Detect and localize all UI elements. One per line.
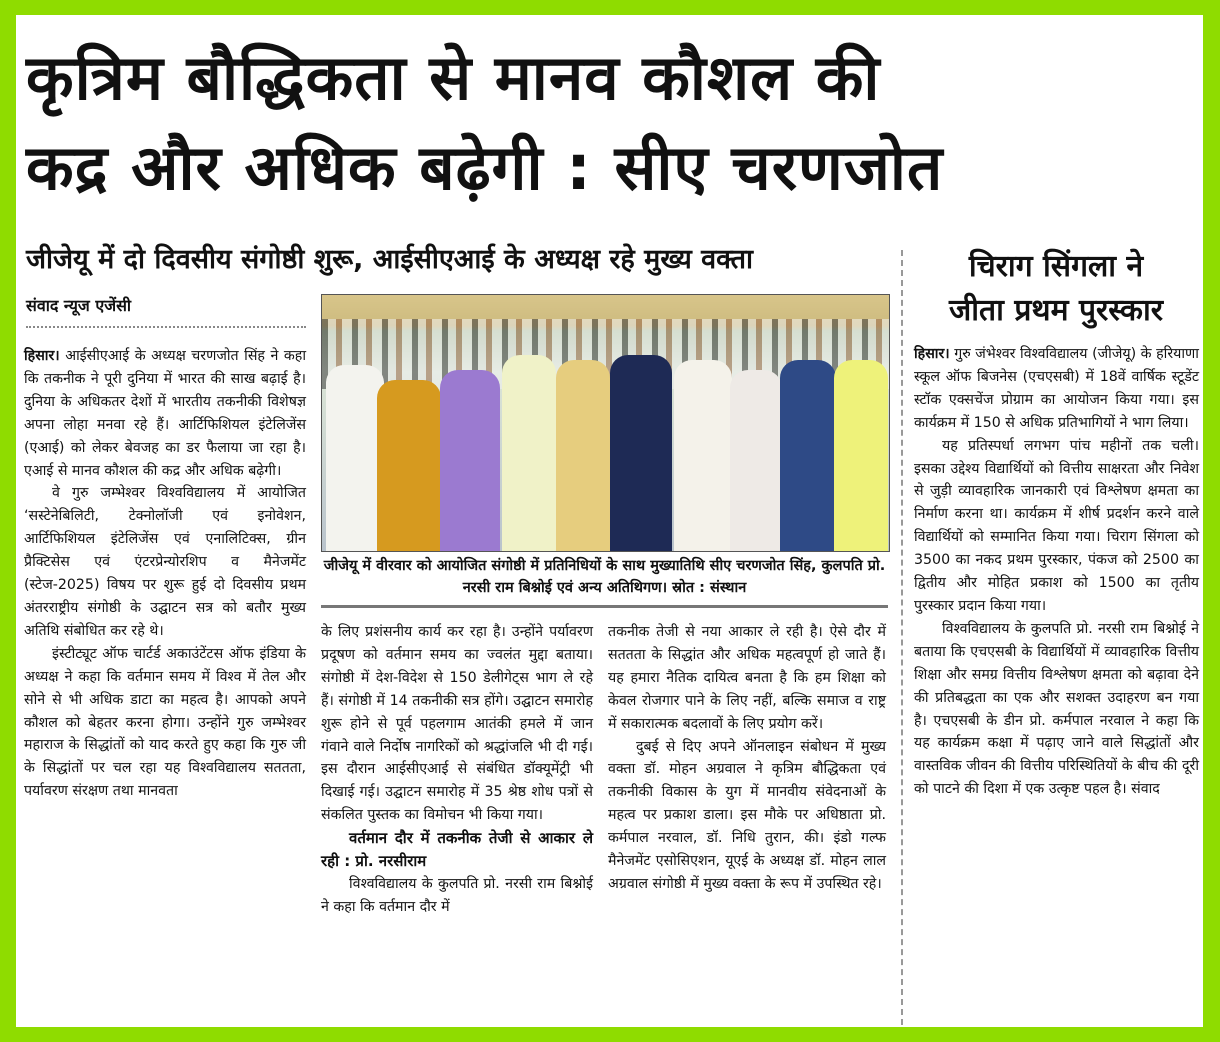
headline-line-2: कद्र और अधिक बढ़ेगी : सीए चरणजोत [26,131,944,204]
person-figure [440,370,500,552]
group-photo [321,294,890,552]
article-paragraph: तकनीक तेजी से नया आकार ले रही है। ऐसे दौर में सततता के सिद्धांत और अधिक महत्वपूर्ण हो जाते हैं। यह हमारा नैतिक दायित्व बनता है कि हम शिक्षा को केवल रोजगार पाने के लिए नहीं, बल्कि समाज व राष्ट्र में सकारात्मक बदलावों के लिए प्रयोग करें। [608,624,886,732]
article-paragraph: विश्वविद्यालय के कुलपति प्रो. नरसी राम बिश्नोई ने कहा कि वर्तमान दौर में [321,875,593,915]
person-figure [834,360,888,552]
article-paragraph: हिसार। आईसीएआई के अध्यक्ष चरणजोत सिंह ने कहा कि तकनीक ने पूरी दुनिया में भारत की साख बढ़ाई है। दुनिया के अधिकतर देशों में भारतीय तकनीकी विशेषज्ञ अपना लोहा मनवा रहे हैं। आर्टिफिशियल इंटेलिजेंस (एआई) को लेकर बेवजह का डर फैलाया जा रहा है। एआई से मानव कौशल की कद्र और अधिक बढ़ेगी। [24,348,306,479]
column-divider [901,250,903,1025]
person-figure [502,355,556,552]
photo-caption: जीजेयू में वीरवार को आयोजित संगोष्ठी में प्रतिनिधियों के साथ मुख्यातिथि सीए चरणजोत सिंह, कुलपति प्रो. नरसी राम बिश्नोई एवं अन्य अतिथिगण। स्रोत : संस्थान [321,555,888,608]
article-paragraph: विश्वविद्यालय के कुलपति प्रो. नरसी राम बिश्नोई ने बताया कि एचएसबी के विद्यार्थियों में व्यावहारिक वित्तीय शिक्षा और समग्र वित्तीय विश्लेषण क्षमता को बढ़ावा देने की प्रतिबद्धता का एक और सशक्त उदाहरण बन गया है। एचएसबी के डीन प्रो. कर्मपाल नरवाल ने कहा कि यह कार्यक्रम कक्षा में पढ़ाए जाने वाले सिद्धांतों और वास्तविक जीवन की वित्तीय परिस्थितियों के बीच की दूरी को पाटने की दिशा में एक उत्कृष्ट पहल है। संवाद [914,620,1199,798]
person-figure [674,360,732,552]
side-article-headline: चिराग सिंगला ने जीता प्रथम पुरस्कार [948,249,1164,328]
article-paragraph: इंस्टीट्यूट ऑफ चार्टर्ड अकाउंटेंटस ऑफ इंडिया के अध्यक्ष ने कहा कि वर्तमान समय में विश्व में तेल और सोने से भी अधिक डाटा का महत्व है। आपको अपने कौशल को बेहतर करना होगा। उन्होंने गुरु जम्भेश्वर महाराज के सिद्धांतों को याद करते हुए कहा कि गुरु जी के सिद्धांतों पर चल रहा यह विश्वविद्यालय सततता, पर्यावरण संरक्षण तथा मानवता [24,645,306,800]
main-headline [26,33,1196,213]
article-subheading: वर्तमान दौर में तकनीक तेजी से आकार ले रही : प्रो. नरसीराम [321,829,593,871]
side-article-column [914,343,1199,801]
dateline: हिसार। [24,348,60,364]
article-paragraph: दुबई से दिए अपने ऑनलाइन संबोधन में मुख्य वक्ता डॉ. मोहन अग्रवाल ने कृत्रिम बौद्धिकता एवं तकनीकी विकास के युग में मानवीय संवेदनाओं के महत्व पर प्रकाश डाला। इस मौके पर अधिष्ठाता प्रो. कर्मपाल नरवाल, डॉ. निधि तुरान, की। इंडो गल्फ मैनेजमेंट एसोसिएशन, यूएई के अध्यक्ष डॉ. मोहन लाल अग्रवाल संगोष्ठी में मुख्य वक्ता के रूप में उपस्थित रहे। [608,738,886,892]
article-paragraph: हिसार। गुरु जंभेश्वर विश्वविद्यालय (जीजेयू) के हरियाणा स्कूल ऑफ बिजनेस (एचएसबी) में 18वें वार्षिक स्टूडेंट स्टॉक एक्सचेंज प्रोग्राम का आयोजन किया गया। इस कार्यक्रम में 150 से अधिक प्रतिभागियों ने भाग लिया। [914,346,1199,431]
article-paragraph: वे गुरु जम्भेश्वर विश्वविद्यालय में आयोजित ‘सस्टेनेबिलिटी, टेक्नोलॉजी एवं इनोवेशन, आर्टिफिशियल इंटेलिजेंस एवं एनालिटिक्स, ग्रीन प्रैक्टिसेस एवं एंटरप्रेन्योरशिप व मैनेजमेंट (स्टेज-2025) विषय पर शुरू हुई दो दिवसीय प्रथम अंतरराष्ट्रीय संगोष्ठी के उद्घाटन सत्र को बतौर मुख्य अतिथि संबोधित कर रहे थे। [24,485,306,639]
person-figure [326,365,384,552]
person-figure [610,355,672,552]
article-paragraph: के लिए प्रशंसनीय कार्य कर रहा है। उन्होंने पर्यावरण प्रदूषण को वर्तमान समय का ज्वलंत मुद्दा बताया। संगोष्ठी में देश-विदेश से 150 डेलीगेट्स भाग ले रहे हैं। संगोष्ठी में 14 तकनीकी सत्र होंगे। उद्घाटन समारोह शुरू होने से पूर्व पहलगाम आतंकी हमले में जान गंवाने वाले निर्दोष नागरिकों को श्रद्धांजलि भी दी गई। इस दौरान आईसीएआई से संबंधित डॉक्यूमेंट्री भी दिखाई गई। उद्घाटन समारोह में 35 श्रेष्ठ शोध पत्रों से संकलित पुस्तक का विमोचन भी किया गया। [321,624,593,824]
headline-line-1: कृत्रिम बौद्धिकता से मानव कौशल की [26,41,881,114]
byline: संवाद न्यूज एजेंसी [26,294,306,328]
sub-headline: जीजेयू में दो दिवसीय संगोष्ठी शुरू, आईसीएआई के अध्यक्ष रहे मुख्य वक्ता [26,244,754,275]
person-figure [730,370,782,552]
person-figure [377,380,441,552]
article-column-1 [24,345,306,803]
person-figure [556,360,610,552]
article-paragraph: यह प्रतिस्पर्धा लगभग पांच महीनों तक चली। इसका उद्देश्य विद्यार्थियों को वित्तीय साक्षरता और निवेश से जुड़ी व्यावहारिक जानकारी एवं विश्लेषण क्षमता का निर्माण करना था। कार्यक्रम में शीर्ष प्रदर्शन करने वाले विद्यार्थियों को सम्मानित किया गया। चिराग सिंगला को 3500 का नकद प्रथम पुरस्कार, पंकज को 2500 का द्वितीय और मोहित प्रकाश को 1500 का तृतीय पुरस्कार प्रदान किया गया। [914,437,1199,614]
dateline: हिसार। [914,346,950,362]
article-column-2 [321,621,593,919]
person-figure [780,360,836,552]
article-column-3 [608,621,886,896]
newspaper-clipping [16,15,1203,1027]
